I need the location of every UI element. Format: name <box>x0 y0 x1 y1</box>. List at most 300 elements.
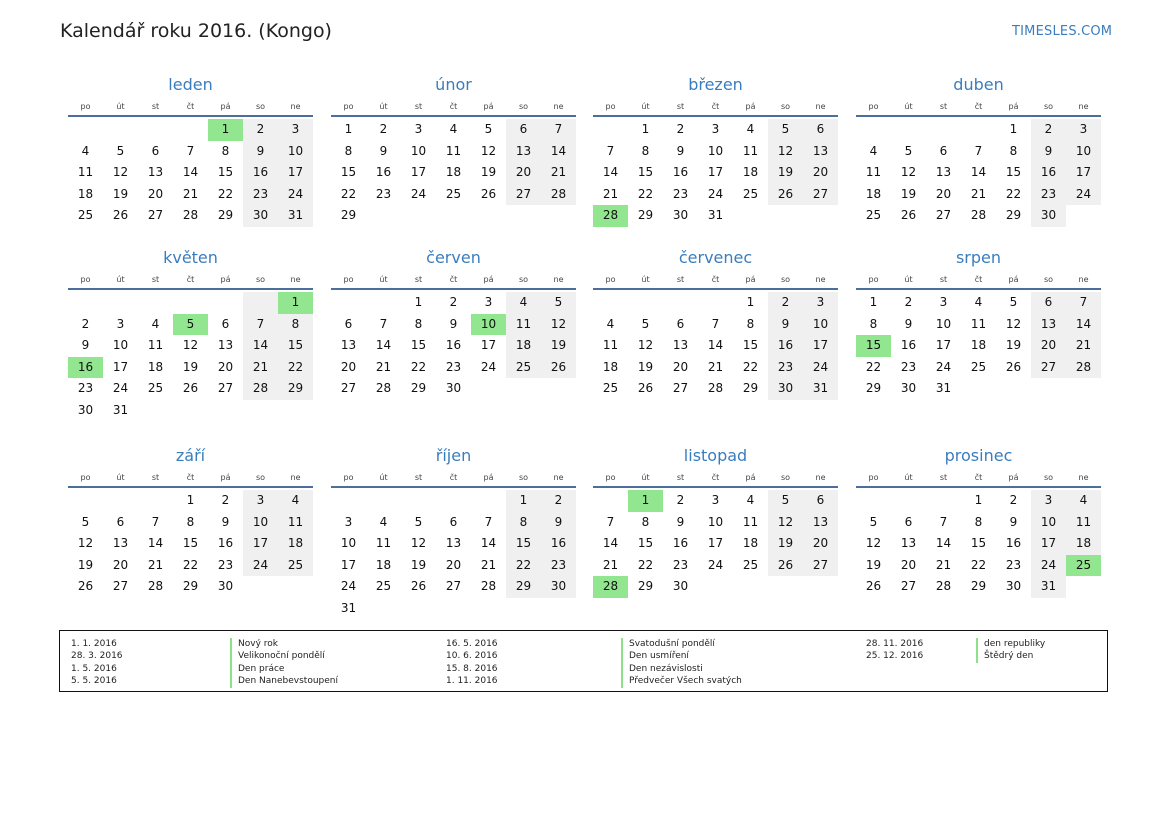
day-cell: 4 <box>449 122 458 136</box>
day-cell: 8 <box>974 514 983 529</box>
empty-cell <box>506 598 541 620</box>
weekday-label: st <box>151 275 160 284</box>
day-cell: 4 <box>151 316 160 331</box>
empty-cell <box>173 292 208 314</box>
day-cell: 16 <box>445 338 462 352</box>
day-cell: 26 <box>1005 359 1022 374</box>
legend-dates <box>446 638 498 688</box>
month-block <box>593 72 838 227</box>
day-cell: 13 <box>900 536 917 550</box>
day-cell: 2 <box>1009 493 1018 507</box>
day-cell: 3 <box>1066 119 1101 141</box>
empty-cell <box>1031 378 1066 400</box>
day-cell: 26 <box>112 208 129 222</box>
empty-cell <box>663 292 698 314</box>
day-cell: 10 <box>471 314 506 336</box>
empty-cell <box>401 205 436 227</box>
day-cell: 10 <box>803 314 838 336</box>
weekday-label: so <box>518 102 529 111</box>
empty-cell <box>138 119 173 141</box>
brand-link[interactable]: TIMESLES.COM <box>1012 24 1113 39</box>
day-cell: 25 <box>506 357 541 379</box>
month-block <box>856 245 1101 400</box>
day-grid <box>593 490 838 598</box>
day-cell: 25 <box>445 186 462 201</box>
day-cell: 17 <box>707 165 724 179</box>
day-cell: 12 <box>112 165 129 179</box>
day-cell: 25 <box>742 186 759 201</box>
day-cell: 4 <box>506 292 541 314</box>
weekday-label: po <box>868 102 879 111</box>
month-name: listopad <box>683 446 748 465</box>
day-cell: 5 <box>768 119 803 141</box>
weekday-label: pá <box>745 102 756 111</box>
day-cell: 21 <box>707 359 724 374</box>
weekday-label: ne <box>290 473 301 482</box>
day-cell: 14 <box>375 338 392 352</box>
empty-cell <box>471 598 506 620</box>
day-cell: 3 <box>278 119 313 141</box>
day-cell: 19 <box>77 557 94 572</box>
day-cell: 1 <box>628 490 663 512</box>
day-cell: 13 <box>112 536 129 550</box>
day-cell: 14 <box>602 165 619 179</box>
legend-dates <box>71 638 123 688</box>
day-cell: 2 <box>81 316 90 331</box>
legend-holiday-name: Den nezávislosti <box>621 663 742 675</box>
month-block <box>68 245 313 421</box>
day-cell: 25 <box>970 359 987 374</box>
weekday-label: út <box>116 102 125 111</box>
day-cell: 16 <box>541 533 576 555</box>
empty-cell <box>243 400 278 422</box>
day-cell: 1 <box>1009 122 1018 136</box>
empty-cell <box>366 292 401 314</box>
day-cell: 28 <box>593 576 628 598</box>
holiday-legend <box>59 630 1108 692</box>
day-cell: 31 <box>803 378 838 400</box>
day-cell: 8 <box>414 316 423 331</box>
day-cell: 21 <box>147 557 164 572</box>
day-cell: 24 <box>707 186 724 201</box>
month-block <box>68 72 313 227</box>
day-cell: 10 <box>1031 512 1066 534</box>
day-cell: 5 <box>81 514 90 529</box>
day-cell: 18 <box>147 359 164 374</box>
day-cell: 12 <box>768 512 803 534</box>
empty-cell <box>138 490 173 512</box>
weekday-label: út <box>379 102 388 111</box>
day-cell: 20 <box>1031 335 1066 357</box>
weekday-label: st <box>414 473 423 482</box>
day-cell: 4 <box>746 122 755 136</box>
day-cell: 22 <box>506 555 541 577</box>
weekday-label: po <box>80 102 91 111</box>
day-cell: 1 <box>278 292 313 314</box>
day-cell: 13 <box>445 536 462 550</box>
empty-cell <box>68 490 103 512</box>
day-cell: 5 <box>173 314 208 336</box>
month-name: červenec <box>678 248 753 267</box>
day-cell: 2 <box>768 292 803 314</box>
day-cell: 8 <box>869 316 878 331</box>
weekday-label: út <box>379 275 388 284</box>
weekday-label: čt <box>186 102 195 111</box>
day-grid <box>68 490 313 598</box>
day-cell: 14 <box>602 536 619 550</box>
day-cell: 13 <box>803 512 838 534</box>
legend-holiday-name: Nový rok <box>230 638 338 650</box>
empty-cell <box>436 490 471 512</box>
day-cell: 30 <box>243 205 278 227</box>
day-cell: 12 <box>541 314 576 336</box>
day-cell: 29 <box>637 579 654 593</box>
day-grid <box>593 119 838 227</box>
day-cell: 3 <box>344 514 353 529</box>
day-cell: 23 <box>375 186 392 201</box>
legend-names <box>230 638 338 688</box>
empty-cell <box>208 292 243 314</box>
empty-cell <box>173 119 208 141</box>
day-cell: 26 <box>900 208 917 222</box>
day-cell: 9 <box>1009 514 1018 529</box>
empty-cell <box>436 205 471 227</box>
weekday-header <box>593 271 838 290</box>
empty-cell <box>891 490 926 512</box>
day-cell: 24 <box>410 186 427 201</box>
legend-holiday-name: Svatodušní pondělí <box>621 638 742 650</box>
day-cell: 9 <box>1031 141 1066 163</box>
empty-cell <box>891 119 926 141</box>
day-cell: 22 <box>1005 186 1022 201</box>
day-cell: 23 <box>768 357 803 379</box>
day-cell: 6 <box>221 316 230 331</box>
day-cell: 11 <box>375 536 392 550</box>
empty-cell <box>593 119 628 141</box>
weekday-header <box>856 271 1101 290</box>
day-cell: 16 <box>217 536 234 550</box>
month-name: srpen <box>955 248 1002 267</box>
day-cell: 1 <box>414 295 423 309</box>
day-cell: 7 <box>606 143 615 158</box>
day-grid <box>68 292 313 421</box>
day-cell: 14 <box>147 536 164 550</box>
day-cell: 22 <box>970 557 987 572</box>
weekday-label: út <box>641 102 650 111</box>
day-cell: 27 <box>445 579 462 593</box>
day-cell: 29 <box>970 579 987 593</box>
day-cell: 4 <box>606 316 615 331</box>
weekday-label: ne <box>290 275 301 284</box>
day-cell: 26 <box>768 184 803 206</box>
legend-holiday-name: Den usmíření <box>621 650 742 662</box>
weekday-label: st <box>939 102 948 111</box>
day-cell: 24 <box>1066 184 1101 206</box>
month-name: září <box>175 446 206 465</box>
day-cell: 9 <box>541 512 576 534</box>
weekday-label: út <box>904 102 913 111</box>
day-cell: 12 <box>865 536 882 550</box>
day-cell: 14 <box>1066 314 1101 336</box>
day-cell: 30 <box>672 208 689 222</box>
weekday-label: čt <box>974 102 983 111</box>
legend-dates <box>866 638 923 663</box>
day-cell: 5 <box>484 122 493 136</box>
empty-cell <box>733 205 768 227</box>
weekday-label: ne <box>553 473 564 482</box>
day-grid <box>856 119 1101 227</box>
day-cell: 17 <box>340 557 357 572</box>
weekday-header <box>68 469 313 488</box>
day-cell: 23 <box>672 186 689 201</box>
day-cell: 16 <box>768 335 803 357</box>
legend-holiday-name: Štědrý den <box>976 650 1045 662</box>
weekday-label: so <box>1043 275 1054 284</box>
day-cell: 4 <box>974 295 983 309</box>
day-cell: 31 <box>340 600 357 615</box>
day-cell: 7 <box>186 143 195 158</box>
day-cell: 3 <box>243 490 278 512</box>
day-cell: 15 <box>278 335 313 357</box>
month-name: prosinec <box>944 446 1013 465</box>
day-cell: 11 <box>147 338 164 352</box>
weekday-label: čt <box>186 473 195 482</box>
day-cell: 28 <box>243 378 278 400</box>
day-cell: 14 <box>541 141 576 163</box>
day-cell: 26 <box>637 381 654 395</box>
empty-cell <box>926 490 961 512</box>
empty-cell <box>803 576 838 598</box>
day-cell: 16 <box>1031 162 1066 184</box>
day-cell: 20 <box>217 359 234 374</box>
day-cell: 3 <box>414 122 423 136</box>
empty-cell <box>366 490 401 512</box>
weekday-label: čt <box>711 102 720 111</box>
day-cell: 9 <box>676 143 685 158</box>
legend-date: 28. 3. 2016 <box>71 651 123 662</box>
weekday-label: po <box>868 473 879 482</box>
day-cell: 16 <box>1005 536 1022 550</box>
day-cell: 18 <box>742 165 759 179</box>
day-cell: 30 <box>768 378 803 400</box>
day-cell: 30 <box>900 381 917 395</box>
day-cell: 29 <box>1005 208 1022 222</box>
day-cell: 25 <box>77 208 94 222</box>
day-cell: 21 <box>480 557 497 572</box>
day-cell: 28 <box>541 184 576 206</box>
empty-cell <box>996 378 1031 400</box>
empty-cell <box>856 490 891 512</box>
day-cell: 17 <box>1066 162 1101 184</box>
day-cell: 13 <box>147 165 164 179</box>
day-cell: 22 <box>742 359 759 374</box>
weekday-label: so <box>255 275 266 284</box>
day-cell: 24 <box>112 381 129 395</box>
day-cell: 21 <box>602 186 619 201</box>
day-cell: 18 <box>445 165 462 179</box>
day-cell: 30 <box>217 579 234 593</box>
day-cell: 7 <box>711 316 720 331</box>
day-cell: 4 <box>81 143 90 158</box>
day-cell: 2 <box>243 119 278 141</box>
empty-cell <box>68 292 103 314</box>
day-cell: 31 <box>935 381 952 395</box>
empty-cell <box>331 490 366 512</box>
weekday-header <box>331 98 576 117</box>
empty-cell <box>961 378 996 400</box>
weekday-label: út <box>641 473 650 482</box>
day-cell: 27 <box>803 184 838 206</box>
day-cell: 12 <box>182 338 199 352</box>
day-cell: 17 <box>480 338 497 352</box>
day-cell: 16 <box>68 357 103 379</box>
day-cell: 14 <box>480 536 497 550</box>
legend-holiday-name: Předvečer Všech svatých <box>621 675 742 687</box>
empty-cell <box>803 205 838 227</box>
day-cell: 15 <box>217 165 234 179</box>
day-cell: 16 <box>375 165 392 179</box>
day-cell: 18 <box>506 335 541 357</box>
day-cell: 13 <box>340 338 357 352</box>
day-cell: 21 <box>602 557 619 572</box>
month-name: říjen <box>435 446 472 465</box>
day-cell: 18 <box>742 536 759 550</box>
day-cell: 5 <box>1009 295 1018 309</box>
day-cell: 21 <box>1066 335 1101 357</box>
empty-cell <box>103 490 138 512</box>
day-cell: 28 <box>182 208 199 222</box>
day-cell: 23 <box>243 184 278 206</box>
day-cell: 3 <box>116 316 125 331</box>
weekday-header <box>68 271 313 290</box>
weekday-label: so <box>518 473 529 482</box>
legend-date: 10. 6. 2016 <box>446 651 498 662</box>
day-cell: 19 <box>900 186 917 201</box>
weekday-label: pá <box>483 102 494 111</box>
empty-cell <box>768 576 803 598</box>
day-cell: 6 <box>449 514 458 529</box>
weekday-label: út <box>116 473 125 482</box>
empty-cell <box>243 576 278 598</box>
day-cell: 19 <box>410 557 427 572</box>
empty-cell <box>401 598 436 620</box>
weekday-label: pá <box>483 473 494 482</box>
empty-cell <box>593 292 628 314</box>
day-grid <box>856 490 1101 598</box>
weekday-label: po <box>868 275 879 284</box>
day-cell: 19 <box>541 335 576 357</box>
day-cell: 2 <box>541 490 576 512</box>
day-cell: 10 <box>707 143 724 158</box>
day-cell: 19 <box>480 165 497 179</box>
day-cell: 9 <box>379 143 388 158</box>
day-cell: 3 <box>711 122 720 136</box>
legend-holiday-name: Velikonoční pondělí <box>230 650 338 662</box>
day-cell: 12 <box>480 143 497 158</box>
day-cell: 5 <box>904 143 913 158</box>
day-cell: 12 <box>768 141 803 163</box>
day-cell: 9 <box>449 316 458 331</box>
weekday-label: st <box>676 473 685 482</box>
day-cell: 19 <box>637 359 654 374</box>
month-name: březen <box>688 75 743 94</box>
day-grid <box>331 292 576 400</box>
day-cell: 30 <box>77 402 94 417</box>
day-cell: 4 <box>746 493 755 507</box>
day-cell: 12 <box>900 165 917 179</box>
day-cell: 17 <box>803 335 838 357</box>
day-grid <box>331 119 576 227</box>
day-cell: 20 <box>803 162 838 184</box>
day-cell: 22 <box>278 357 313 379</box>
day-cell: 23 <box>1031 184 1066 206</box>
weekday-label: ne <box>290 102 301 111</box>
day-cell: 10 <box>243 512 278 534</box>
day-cell: 2 <box>379 122 388 136</box>
day-cell: 8 <box>1009 143 1018 158</box>
day-cell: 7 <box>243 314 278 336</box>
day-cell: 24 <box>243 555 278 577</box>
weekday-label: ne <box>815 473 826 482</box>
day-grid <box>593 292 838 400</box>
weekday-label: st <box>151 473 160 482</box>
day-cell: 12 <box>637 338 654 352</box>
day-cell: 28 <box>375 381 392 395</box>
day-cell: 22 <box>340 186 357 201</box>
empty-cell <box>436 598 471 620</box>
empty-cell <box>471 378 506 400</box>
day-cell: 27 <box>672 381 689 395</box>
weekday-label: so <box>780 275 791 284</box>
empty-cell <box>628 292 663 314</box>
day-cell: 27 <box>112 579 129 593</box>
day-cell: 11 <box>278 512 313 534</box>
day-cell: 16 <box>672 165 689 179</box>
day-cell: 25 <box>278 555 313 577</box>
day-cell: 15 <box>970 536 987 550</box>
day-cell: 7 <box>484 514 493 529</box>
day-cell: 24 <box>340 579 357 593</box>
day-cell: 10 <box>707 514 724 529</box>
day-cell: 22 <box>410 359 427 374</box>
month-block <box>856 72 1101 227</box>
day-cell: 8 <box>506 512 541 534</box>
month-block <box>331 245 576 400</box>
day-cell: 7 <box>974 143 983 158</box>
weekday-label: po <box>343 473 354 482</box>
month-name: květen <box>163 248 218 267</box>
day-cell: 2 <box>221 493 230 507</box>
day-grid <box>856 292 1101 400</box>
weekday-header <box>856 98 1101 117</box>
empty-cell <box>243 292 278 314</box>
page-title: Kalendář roku 2016. (Kongo) <box>60 20 332 42</box>
weekday-label: út <box>379 473 388 482</box>
legend-date: 28. 11. 2016 <box>866 639 924 649</box>
day-cell: 5 <box>768 490 803 512</box>
day-cell: 4 <box>1066 490 1101 512</box>
empty-cell <box>1066 205 1101 227</box>
day-cell: 19 <box>768 162 803 184</box>
day-cell: 23 <box>77 381 94 395</box>
weekday-label: pá <box>1008 102 1019 111</box>
day-cell: 7 <box>151 514 160 529</box>
day-cell: 10 <box>935 316 952 331</box>
day-cell: 2 <box>676 122 685 136</box>
weekday-label: so <box>518 275 529 284</box>
day-cell: 12 <box>1005 316 1022 331</box>
day-cell: 1 <box>506 490 541 512</box>
